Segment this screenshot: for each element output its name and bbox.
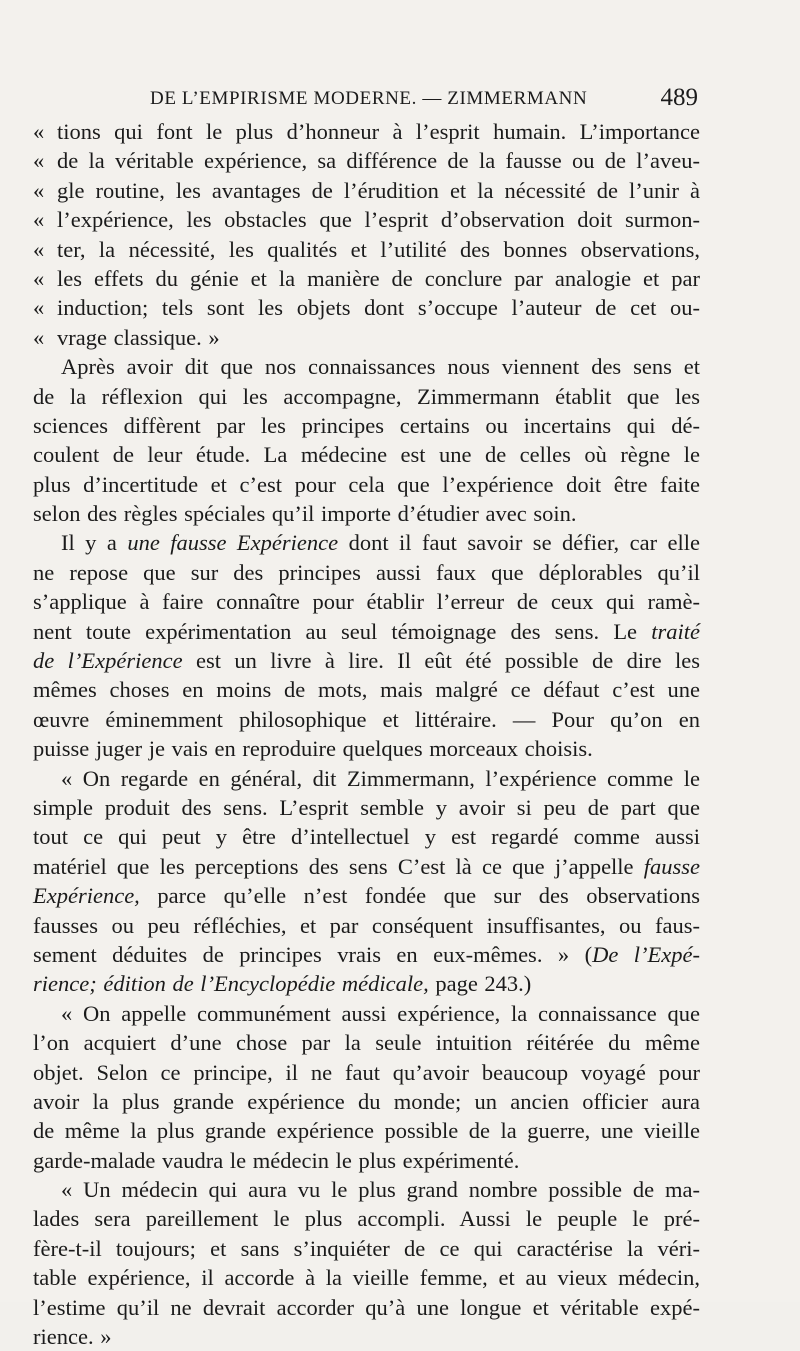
italic-text: une fausse Expérience: [127, 530, 339, 556]
line-text: « On appelle communément aussi expérience, la connaissance que: [61, 1000, 700, 1026]
line-text: page 243.): [428, 971, 532, 997]
line-text: l’on acquiert d’une chose par la seule intuition réitérée du même: [33, 1030, 700, 1056]
line-text: selon des règles spéciales qu’il importe d’étudier avec soin.: [33, 501, 577, 527]
text-line: [33, 528, 700, 557]
quote-mark: «: [33, 119, 45, 144]
text-line: [33, 1028, 700, 1057]
line-text: table expérience, il accorde à la vieille femme, et au vieux médecin,: [33, 1265, 700, 1291]
line-text: sement déduites de principes vrais en eux-mêmes. » (: [33, 941, 593, 967]
text-line: [33, 587, 700, 616]
italic-text: de l’Expérience: [33, 648, 183, 674]
text-line: [33, 852, 700, 881]
line-text: objet. Selon ce principe, il ne faut qu’avoir beaucoup voyagé pour: [33, 1059, 700, 1085]
text-line: [33, 999, 700, 1028]
text-line: [33, 969, 700, 998]
italic-text: De l’Expé-: [592, 941, 700, 967]
line-text: « On regarde en général, dit Zimmermann, l’expérience comme le: [61, 765, 700, 791]
quote-mark: «: [33, 148, 45, 174]
text-line: [33, 411, 700, 440]
line-text: est un livre à lire. Il eût été possible de dire les: [182, 648, 700, 674]
page-header: [140, 84, 698, 118]
quote-mark: «: [33, 324, 45, 350]
page-number: 489: [660, 84, 698, 111]
text-line: [33, 176, 700, 205]
text-line: [33, 205, 700, 234]
text-line: [33, 352, 700, 381]
line-text: vrage classique. »: [57, 324, 220, 350]
text-line: [33, 1234, 700, 1263]
text-line: [33, 646, 700, 675]
text-line: [33, 705, 700, 734]
text-line: [33, 617, 700, 646]
line-text: mêmes choses en moins de mots, mais malgré ce défaut c’est une: [33, 677, 700, 703]
line-text: avoir la plus grande expérience du monde; un ancien officier aura: [33, 1088, 700, 1114]
text-line: [33, 1058, 700, 1087]
running-head: DE L’EMPIRISME MODERNE. — ZIMMERMANN: [150, 88, 588, 109]
line-text: parce qu’elle n’est fondée que sur des observations: [139, 883, 700, 909]
text-line: [33, 235, 700, 264]
text-line: [33, 881, 700, 910]
line-text: « Un médecin qui aura vu le plus grand nombre possible de ma-: [61, 1177, 700, 1203]
line-text: lades sera pareillement le plus accompli. Aussi le peuple le pré-: [33, 1206, 700, 1232]
line-text: puisse juger je vais en reproduire quelques morceaux choisis.: [33, 736, 593, 762]
quote-mark: «: [33, 207, 45, 233]
line-text: de même la plus grande expérience possible de la guerre, une vieille: [33, 1118, 700, 1144]
text-line: [33, 940, 700, 969]
line-text: ter, la nécessité, les qualités et l’utilité des bonnes observations,: [57, 236, 700, 262]
text-line: [33, 382, 700, 411]
line-text: sciences diffèrent par les principes certains ou incertains qui dé-: [33, 412, 700, 438]
text-line: [33, 1146, 700, 1175]
line-text: fère-t-il toujours; et sans s’inquiéter de ce qui caractérise la véri-: [33, 1235, 700, 1261]
line-text: matériel que les perceptions des sens C’est là ce que j’appelle: [33, 853, 644, 879]
text-line: [33, 146, 700, 175]
line-text: Il y a: [61, 530, 128, 556]
text-line: [33, 264, 700, 293]
line-text: les effets du génie et la manière de conclure par analogie et par: [57, 265, 700, 291]
line-text: ne repose que sur des principes aussi faux que déplorables qu’il: [33, 559, 700, 585]
text-line: [33, 1116, 700, 1145]
line-text: l’estime qu’il ne devrait accorder qu’à une longue et véritable expé-: [33, 1294, 700, 1320]
text-line: [33, 911, 700, 940]
line-text: l’expérience, les obstacles que l’esprit d’observation doit surmon-: [57, 207, 700, 233]
line-text: dont il faut savoir se défier, car elle: [338, 530, 701, 556]
line-text: gle routine, les avantages de l’érudition et la nécessité de l’unir à: [57, 177, 700, 203]
line-text: s’applique à faire connaître pour établir l’erreur de ceux qui ramè-: [33, 589, 700, 615]
text-line: [33, 293, 700, 322]
italic-text: fausse: [643, 853, 700, 879]
text-line: [33, 558, 700, 587]
line-text: induction; tels sont les objets dont s’occupe l’auteur de cet ou-: [57, 295, 700, 321]
italic-text: Expérience,: [33, 883, 140, 909]
quote-mark: «: [33, 177, 45, 203]
text-line: [33, 1293, 700, 1322]
line-text: tions qui font le plus d’honneur à l’esprit humain. L’importance: [57, 119, 700, 144]
quote-mark: «: [33, 236, 45, 262]
text-line: [33, 1322, 700, 1351]
text-line: [33, 675, 700, 704]
line-text: fausses ou peu réfléchies, et par conséquent insuffisantes, ou faus-: [33, 912, 700, 938]
text-line: [33, 793, 700, 822]
text-line: [33, 470, 700, 499]
line-text: nent toute expérimentation au seul témoignage des sens. Le: [33, 618, 652, 644]
line-text: de la réflexion qui les accompagne, Zimmermann établit que les: [33, 383, 700, 409]
line-text: œuvre éminemment philosophique et littéraire. — Pour qu’on en: [33, 706, 700, 732]
body-text: [33, 117, 700, 1351]
text-line: [33, 440, 700, 469]
text-line: [33, 1204, 700, 1233]
line-text: rience. »: [33, 1324, 112, 1350]
text-line: [33, 1175, 700, 1204]
text-line: [33, 764, 700, 793]
quote-mark: «: [33, 295, 45, 321]
italic-text: traité: [651, 618, 700, 644]
text-line: [33, 822, 700, 851]
line-text: coulent de leur étude. La médecine est une de celles où règne le: [33, 442, 700, 468]
line-text: plus d’incertitude et c’est pour cela que l’expérience doit être faite: [33, 471, 700, 497]
text-line: [33, 499, 700, 528]
line-text: tout ce qui peut y être d’intellectuel y est regardé comme aussi: [33, 824, 700, 850]
text-line: [33, 117, 700, 146]
text-line: [33, 1263, 700, 1292]
line-text: simple produit des sens. L’esprit semble y avoir si peu de part que: [33, 794, 700, 820]
quote-mark: «: [33, 265, 45, 291]
text-line: [33, 1087, 700, 1116]
text-line: [33, 323, 700, 352]
line-text: Après avoir dit que nos connaissances nous viennent des sens et: [61, 354, 700, 380]
italic-text: rience; édition de l’Encyclopédie médicale,: [33, 971, 429, 997]
text-line: [33, 734, 700, 763]
line-text: de la véritable expérience, sa différence de la fausse ou de l’aveu-: [57, 148, 700, 174]
line-text: garde-malade vaudra le médecin le plus expérimenté.: [33, 1147, 520, 1173]
